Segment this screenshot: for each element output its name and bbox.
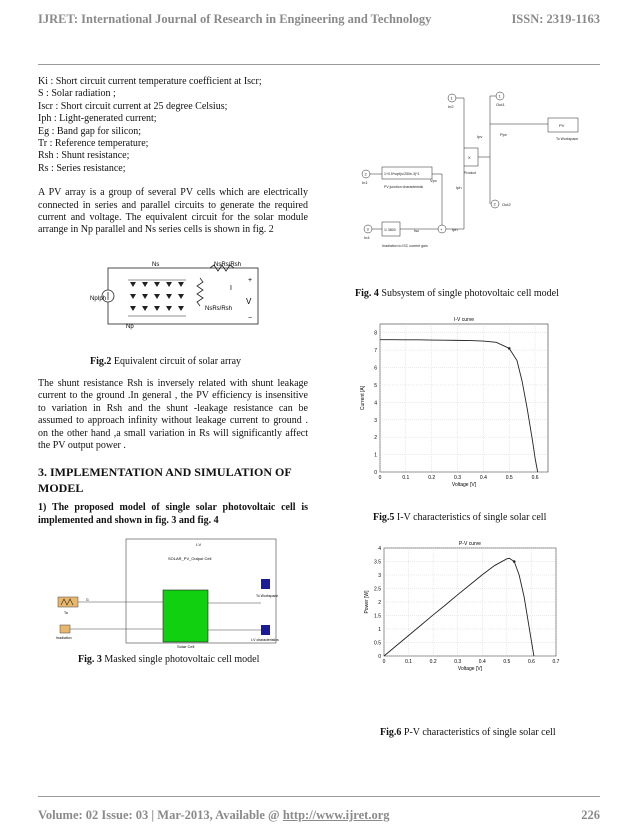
chart-title: P-V curve — [459, 541, 481, 547]
y-tick-label: 1 — [378, 627, 381, 633]
svg-text:Out1: Out1 — [496, 102, 505, 107]
svg-text:Ppv: Ppv — [500, 132, 507, 137]
fig2-label-nsrsh2: NsRs/Rsh — [205, 306, 233, 312]
mpp-point — [508, 347, 511, 350]
svg-text:X: X — [468, 155, 471, 160]
svg-text:To Workspace: To Workspace — [556, 137, 579, 141]
left-column-lower — [38, 378, 308, 527]
irradiation-constant-block — [60, 625, 70, 633]
section-heading: 3. IMPLEMENTATION AND SIMULATION OF MODEL — [38, 465, 292, 496]
svg-text:3: 3 — [366, 226, 369, 232]
footer-rule — [38, 796, 600, 797]
page-number: 226 — [581, 808, 600, 822]
svg-text:PV: PV — [559, 123, 565, 128]
definition-item: Iph : Light-generated current; — [38, 113, 157, 125]
mpp-point — [513, 560, 516, 563]
svg-text:In1: In1 — [362, 180, 368, 185]
y-tick-label: 0 — [378, 654, 381, 660]
header-rule — [38, 64, 600, 65]
svg-text:Isc: Isc — [414, 228, 420, 233]
svg-text:PV junction characteristic: PV junction characteristic — [384, 185, 424, 189]
x-tick-label: 0.1 — [402, 475, 410, 481]
fig2-plus: + — [248, 277, 253, 284]
chart-title: I-V curve — [453, 317, 475, 323]
fig5-caption: Fig.5 I-V characteristics of single solar cell — [373, 512, 547, 523]
y-tick-label: 3 — [374, 417, 377, 424]
y-tick-label: 7 — [374, 348, 377, 355]
y-tick-label: 0 — [374, 470, 377, 476]
y-tick-label: 8 — [374, 330, 377, 337]
fig2-caption: Fig.2 Equivalent circuit of solar array — [90, 356, 242, 367]
page-footer — [38, 808, 600, 823]
solar-cell-block — [163, 590, 208, 642]
x-tick-label: 0.3 — [454, 659, 462, 665]
fig3-caption: Fig. 3 Masked single photovoltaic cell model — [78, 654, 260, 665]
scope-block — [261, 579, 270, 589]
definition-item: Rsh : Shunt resistance; — [38, 150, 130, 162]
svg-text:1: 1 — [450, 95, 453, 101]
fig6-caption: Fig.6 P-V characteristics of single solar cell — [380, 727, 556, 738]
fig2-v: V — [246, 297, 252, 306]
paragraph-pv-array: A PV array is a group of several PV cells which are electrically connected in series and parallel circuits to generate the required current and voltage. The equivalent circuit for the solar module arrange in Np parallel and Ns series cells is shown in fig. 2 — [38, 187, 308, 236]
x-tick-label: 0.2 — [429, 659, 437, 665]
footer-link[interactable]: http://www.ijret.org — [282, 808, 390, 822]
x-tick-label: 0.4 — [478, 659, 486, 665]
definition-item: Iscr : Short circuit current at 25 degree Celsius; — [38, 100, 228, 112]
svg-text:+: + — [440, 227, 443, 232]
fig4-caption: Fig. 4 Subsystem of single photovoltaic cell model — [355, 288, 559, 299]
fig2-i: I — [230, 285, 232, 292]
x-tick-label: 0.2 — [428, 475, 436, 481]
footer-text: Volume: 02 Issue: 03 | Mar-2013, Available @ — [38, 808, 283, 822]
svg-text:Iph: Iph — [456, 185, 462, 190]
y-axis-label: Power [W] — [364, 590, 370, 614]
x-tick-label: 0.6 — [527, 659, 535, 665]
fig4-diagram — [360, 84, 590, 254]
fig2-label-np: Np — [126, 324, 134, 330]
x-tick-label: 0.1 — [405, 659, 413, 665]
y-tick-label: 2 — [374, 435, 377, 442]
y-tick-label: 5 — [374, 382, 377, 389]
iv-chart — [360, 312, 560, 488]
x-tick-label: 0 — [378, 475, 382, 481]
journal-title: IJRET: International Journal of Research in Engineering and Technology — [38, 12, 432, 26]
svg-text:In2: In2 — [448, 104, 454, 109]
fig2-label-ns: Ns — [152, 262, 160, 268]
fig2-minus: − — [248, 315, 253, 322]
svg-text:Irradiation to ISC current gai: Irradiation to ISC current gain — [382, 244, 428, 248]
svg-text:1/ 3800: 1/ 3800 — [384, 228, 396, 232]
diode-array-icon — [130, 282, 184, 311]
x-tick-label: 0.4 — [479, 475, 487, 481]
y-tick-label: 1 — [374, 452, 377, 459]
left-column — [38, 76, 308, 237]
svg-text:Ipv: Ipv — [477, 134, 483, 139]
x-tick-label: 0.7 — [552, 659, 560, 665]
svg-text:Iph: Iph — [452, 227, 458, 232]
x-tick-label: 0.5 — [505, 475, 513, 481]
y-tick-label: 4 — [378, 546, 381, 552]
y-tick-label: 1.5 — [374, 613, 381, 620]
definition-item: Eg : Band gap for silicon; — [38, 125, 142, 137]
y-tick-label: 2 — [378, 600, 381, 606]
definition-item: Rs : Series resistance; — [38, 162, 126, 174]
fig2-circuit — [90, 258, 270, 338]
resistor-icon — [197, 278, 203, 306]
y-tick-label: 6 — [374, 365, 377, 372]
fig3-diagram — [56, 535, 296, 650]
svg-text:Out2: Out2 — [502, 202, 511, 207]
y-tick-label: 0.5 — [374, 640, 381, 647]
svg-text:2: 2 — [493, 201, 496, 207]
fig2-label-nsrsh: NsRs/Rsh — [214, 262, 242, 268]
x-tick-label: 0 — [382, 659, 386, 665]
x-axis-label: Voltage [V] — [457, 666, 483, 672]
svg-text:1: 1 — [498, 93, 501, 99]
svg-text:1+0.5*sqrt(u/250e-3)*1: 1+0.5*sqrt(u/250e-3)*1 — [384, 172, 420, 176]
svg-text:G: G — [86, 598, 89, 602]
svg-text:Irradiation: Irradiation — [56, 636, 72, 640]
x-axis-label: Voltage [V] — [451, 482, 477, 488]
definition-item: Ki : Short circuit current temperature coefficient at Iscr; — [38, 76, 262, 87]
issn: ISSN: 2319-1163 — [511, 12, 600, 26]
y-tick-label: 2.5 — [374, 586, 381, 593]
svg-text:Vpv: Vpv — [430, 178, 437, 183]
svg-text:Product: Product — [464, 171, 477, 175]
plot-frame — [380, 324, 548, 472]
definition-item: S : Solar radiation ; — [38, 88, 116, 100]
definition-item: Tr : Reference temperature; — [38, 138, 149, 150]
x-tick-label: 0.6 — [531, 475, 539, 481]
y-axis-label: Current [A] — [360, 385, 366, 411]
fig3-block-name: Solar Cell — [177, 644, 195, 649]
fig3-block-label: SOLAR_PV_Output Cell — [168, 556, 212, 561]
svg-text:Ta: Ta — [64, 611, 68, 615]
subsection-heading: 1) The proposed model of single solar photovoltaic cell is implemented and shown in fig. 3 and fig. 4 — [38, 502, 308, 526]
y-tick-label: 3 — [378, 573, 381, 579]
x-tick-label: 0.5 — [503, 659, 511, 665]
fig3-top-label: I-V — [196, 542, 202, 547]
x-tick-label: 0.3 — [454, 475, 462, 481]
y-tick-label: 3.5 — [374, 559, 381, 566]
pv-chart — [362, 538, 566, 678]
page-header — [38, 12, 600, 30]
svg-text:I-V characteristics: I-V characteristics — [251, 638, 279, 642]
y-tick-label: 4 — [374, 400, 377, 407]
fig2-label-npiph: NpIph — [90, 296, 107, 302]
input-signal-block — [58, 597, 78, 607]
svg-text:To Workspace: To Workspace — [256, 594, 279, 598]
scope-block-2 — [261, 625, 270, 635]
paragraph-shunt: The shunt resistance Rsh is inversely related with shunt leakage current to the ground .In general , the PV efficiency is insensitive to variation in Rsh and the shunt -leakage resistance can be assumed to approach infinity without leakage current to ground . on the other hand ,a small variation in Rs will significantly affect the PV output power . — [38, 378, 308, 452]
definitions-list — [38, 76, 308, 175]
svg-text:In4: In4 — [364, 235, 370, 240]
svg-text:2: 2 — [364, 171, 367, 177]
